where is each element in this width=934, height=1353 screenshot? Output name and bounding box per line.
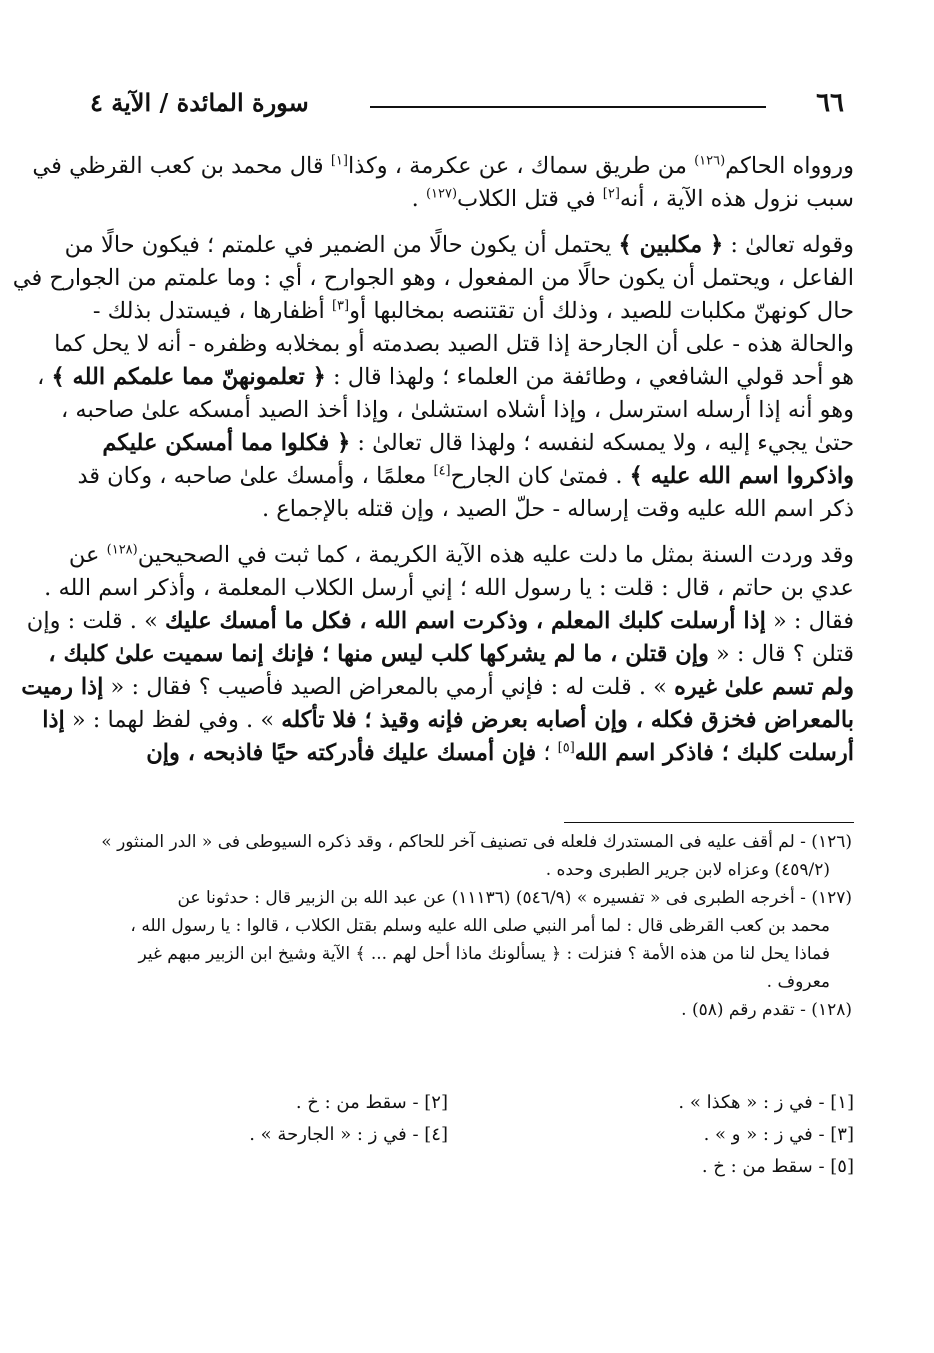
- text-run: حتىٰ يجيء إليه ، ولا يمسكه لنفسه ؛ ولهذا قال تعالىٰ :: [350, 430, 854, 456]
- text-line: [80, 183, 854, 216]
- reference-marker: [١]: [330, 153, 348, 169]
- variant-note-3: [٣] - في ز : « و » .: [703, 1124, 854, 1145]
- footnote-line: (١٢٦) - لم أقف عليه فى المستدرك فلعله فى تصنيف آخر للحاكم ، وقد ذكره السيوطى فى « الدر المنثور »: [101, 832, 852, 852]
- text-line: [12, 262, 854, 295]
- text-line: [80, 493, 854, 526]
- quoted-text: ﴿ مكلبين ﴾: [618, 232, 724, 258]
- text-line: [44, 572, 854, 605]
- quoted-text: إذا أرسلت كلبك المعلم ، وذكرت اسم الله ، فكل ما أمسك عليك: [165, 608, 766, 634]
- footnote-line: (١٢٧) - أخرجه الطبرى فى « تفسيره » (٥٤٦/٩) (١١١٣٦) عن عبد الله بن الزبير قال : حدثونا عن: [177, 888, 852, 908]
- quoted-text: واذكروا اسم الله عليه ﴾: [629, 463, 854, 489]
- text-run: في قتل الكلاب: [457, 186, 603, 212]
- header-rule: [370, 106, 766, 108]
- text-line: [37, 361, 854, 394]
- main-text: [12, 150, 854, 783]
- footnote: [88, 828, 852, 884]
- text-run: والحالة هذه - على أن الجارحة إذا قتل الصيد بصدمته أو بمخلابه وظفره - أنه لا يحل كما: [54, 331, 854, 357]
- quoted-text: فإن أمسك عليك فأدركته حيًا فاذبحه ، وإن: [146, 740, 537, 766]
- footnote-line: معروف .: [766, 972, 830, 992]
- quoted-text: ﴿ تعلمونهنّ مما علمكم الله ﴾: [51, 364, 326, 390]
- paragraph: [21, 539, 854, 770]
- reference-marker: [٢]: [602, 186, 620, 202]
- text-run: عن: [68, 542, 107, 568]
- footnote-line: (١٢٨) - تقدم رقم (٥٨) .: [681, 1000, 852, 1020]
- reference-marker: [٣]: [331, 298, 350, 314]
- text-run: سبب نزول هذه الآية ، أنه: [619, 186, 854, 212]
- text-run: » . قلت : وإن: [26, 608, 165, 634]
- text-run: يحتمل أن يكون حالًا من الضمير في علمتم ؛ فيكون حالًا من: [64, 232, 619, 258]
- text-line: [32, 150, 854, 183]
- text-run: أظفارها ، فيستدل بذلك -: [92, 298, 332, 324]
- quoted-text: إذا رميت: [21, 674, 104, 700]
- quoted-text: وإن قتلن ، ما لم يشركها كلب ليس منها ؛ فإنك إنما سميت علىٰ كلبك ،: [48, 641, 709, 667]
- text-run: هو أحد قولي الشافعي ، وطائفة من العلماء ؛ ولهذا قال :: [325, 364, 854, 390]
- text-run: الفاعل ، ويحتمل أن يكون حالًا من المفعول ، وهو الجوارح ، أي : وما علمتم من الجوارح في: [12, 265, 854, 291]
- text-run: قال محمد بن كعب القرظي في: [32, 153, 331, 179]
- footnote-line: محمد بن كعب القرظى قال : لما أمر النبي صلى الله عليه وسلم بقتل الكلاب ، قالوا : يا رسول الله ،: [130, 916, 830, 936]
- text-run: .: [411, 186, 426, 212]
- text-line: [80, 295, 854, 328]
- text-line: [26, 605, 854, 638]
- variant-note-4: [٤] - في ز : « الجارحة » .: [249, 1124, 448, 1145]
- quoted-text: بالمعراض فخزق فكله ، وإن أصابه بعرض فإنه وقيذ ؛ فلا تأكله: [281, 707, 854, 733]
- text-line: [42, 704, 854, 737]
- reference-marker: (١٢٨): [106, 542, 138, 558]
- text-run: وقد وردت السنة بمثل ما دلت عليه هذه الآية الكريمة ، كما ثبت في الصحيحين: [137, 542, 854, 568]
- text-run: فقال : «: [765, 608, 854, 634]
- quoted-text: ﴿ فكلوا مما أمسكن عليكم: [102, 430, 351, 456]
- reference-marker: [٥]: [557, 740, 575, 756]
- quoted-text: إذا: [42, 707, 65, 733]
- text-run: عدي بن حاتم ، قال : قلت : يا رسول الله ؛ إني أرسل الكلاب المعلمة ، وأذكر اسم الله .: [44, 575, 854, 601]
- footnote: [88, 996, 852, 1024]
- text-run: ؛: [536, 740, 558, 766]
- reference-marker: (١٢٦): [694, 153, 726, 169]
- text-run: من طريق سماك ، عن عكرمة ، وكذا: [347, 153, 695, 179]
- text-line: [60, 394, 854, 427]
- text-line: [80, 427, 854, 460]
- text-run: معلمًا ، وأمسك علىٰ صاحبه ، وكان قد: [77, 463, 434, 489]
- footnote-separator: [564, 822, 854, 823]
- paragraph: [12, 229, 854, 526]
- text-run: ،: [37, 364, 52, 390]
- text-line: [48, 638, 854, 671]
- page-header: [80, 84, 854, 124]
- text-run: ذكر اسم الله عليه وقت إرساله - حلّ الصيد ، وإن قتله بالإجماع .: [261, 496, 854, 522]
- text-run: قتلن ؟ قال : «: [708, 641, 854, 667]
- footnote: [88, 884, 852, 996]
- text-line: [64, 229, 854, 262]
- text-line: [80, 737, 854, 770]
- paragraph: [32, 150, 854, 216]
- footnote-line: فماذا يحل لنا من هذه الأمة ؟ فنزلت : ﴿ يسألونك ماذا أحل لهم ... ﴾ الآية وشيخ ابن الزبير مبهم غير: [138, 944, 830, 964]
- footnotes: [88, 828, 852, 1024]
- variant-note-5: [٥] - سقط من : خ .: [701, 1156, 854, 1177]
- text-run: وهو أنه إذا أرسله استرسل ، وإذا أشلاه استشلىٰ ، وإذا أخذ الصيد أمسكه علىٰ صاحبه ،: [60, 397, 854, 423]
- page-number: ٦٦: [816, 88, 844, 118]
- variant-note-2: [٢] - سقط من : خ .: [295, 1092, 448, 1113]
- text-line: [77, 460, 854, 493]
- reference-marker: (١٢٧): [425, 186, 458, 202]
- text-run: حال كونهنّ مكلبات للصيد ، وذلك أن تقتنصه بمخالبها أو: [349, 298, 854, 324]
- surah-title: سورة المائدة / الآية ٤: [90, 88, 309, 117]
- text-run: . فمتىٰ كان الجارح: [450, 463, 630, 489]
- text-line: [54, 328, 854, 361]
- reference-marker: [٤]: [433, 463, 451, 479]
- text-run: وقوله تعالىٰ :: [723, 232, 854, 258]
- text-line: [21, 671, 854, 704]
- text-run: » . وفي لفظ لهما : «: [64, 707, 282, 733]
- text-line: [68, 539, 854, 572]
- footnote-line: (٤٥٩/٢) وعزاه لابن جرير الطبرى وحده .: [545, 860, 830, 880]
- text-run: وروواه الحاكم: [725, 153, 854, 179]
- quoted-text: أرسلت كلبك ؛ فاذكر اسم الله: [574, 740, 854, 766]
- text-run: » . قلت له : فإني أرمي بالمعراض الصيد فأصيب ؟ فقال : «: [103, 674, 675, 700]
- variant-note-1: [١] - في ز : « هكذا » .: [678, 1092, 854, 1113]
- quoted-text: ولم تسم علىٰ غيره: [674, 674, 854, 700]
